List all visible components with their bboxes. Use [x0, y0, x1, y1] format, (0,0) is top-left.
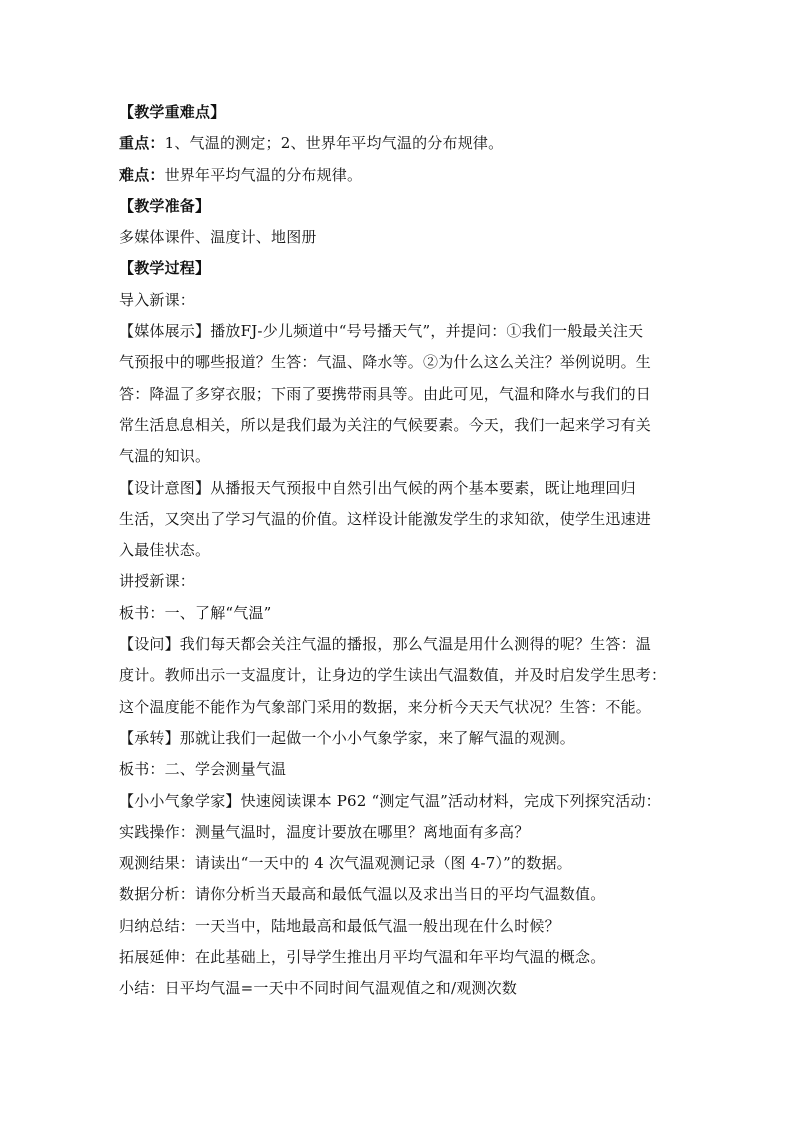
practice-operation: 实践操作：测量气温时，温度计要放在哪里？离地面有多高？ [119, 822, 530, 841]
heading-preparation [119, 191, 685, 222]
media-display-line-3: 答：降温了多穿衣服；下雨了要携带雨具等。由此可见，气温和降水与我们的日 [119, 384, 652, 403]
meteorologist-activity: 【小小气象学家】快速阅读课本 P62 “测定气温”活动材料，完成下列探究活动： [119, 791, 661, 810]
observation-result: 观测结果：请读出“一天中的 4 次气温观测记录（图 4-7）”的数据。 [119, 854, 572, 873]
board-item-2: 板书：二、学会测量气温 [119, 760, 287, 779]
document-body [119, 97, 685, 1005]
intro-label: 导入新课： [119, 290, 196, 309]
media-display-line-2: 气预报中的哪些报道？生答：气温、降水等。②为什么这么关注？举例说明。生 [119, 353, 652, 372]
key-points-label: 重点： [119, 134, 165, 153]
board-item-1: 板书：一、了解“气温” [119, 603, 272, 622]
transition-line: 【承转】那就让我们一起做一个小小气象学家，来了解气温的观测。 [119, 728, 576, 747]
difficult-points-line [119, 160, 685, 191]
summary-induction: 归纳总结：一天当中，陆地最高和最低气温一般出现在什么时候？ [119, 916, 560, 935]
difficult-points-text: 世界年平均气温的分布规律。 [164, 165, 363, 184]
heading-difficulties [119, 97, 685, 128]
heading-text: 【教学重难点】 [119, 103, 226, 121]
extension: 拓展延伸：在此基础上，引导学生推出月平均气温和年平均气温的概念。 [119, 948, 606, 967]
brief-summary: 小结：日平均气温=一天中不同时间气温观值之和/观测次数 [119, 979, 518, 998]
heading-process [119, 253, 685, 284]
new-lesson-label: 讲授新课： [119, 572, 196, 591]
preparation-text: 多媒体课件、温度计、地图册 [119, 228, 317, 247]
media-display-line-1: 【媒体展示】播放FJ-少儿频道中“号号播天气”，并提问：①我们一般最关注天 [119, 322, 644, 341]
media-display-line-4: 常生活息息相关，所以是我们最为关注的气候要素。今天，我们一起来学习有关 [119, 415, 652, 434]
question-line-1: 【设问】我们每天都会关注气温的播报，那么气温是用什么测得的呢？生答：温 [119, 635, 652, 654]
heading-text: 【教学准备】 [119, 196, 211, 215]
design-intent-line-1: 【设计意图】从播报天气预报中自然引出气候的两个基本要素，既让地理回归 [119, 478, 636, 497]
key-points-text: 1、气温的测定；2、世界年平均气温的分布规律。 [164, 134, 504, 153]
media-display-line-5: 气温的知识。 [119, 447, 211, 466]
data-analysis: 数据分析：请你分析当天最高和最低气温以及求出当日的平均气温数值。 [119, 885, 606, 904]
heading-text: 【教学过程】 [119, 259, 211, 278]
question-line-2: 度计。教师出示一支温度计，让身边的学生读出气温数值，并及时启发学生思考： [119, 666, 667, 685]
question-line-3: 这个温度能不能作为气象部门采用的数据，来分析今天天气状况？生答：不能。 [119, 697, 652, 716]
difficult-points-label: 难点： [119, 165, 165, 184]
design-intent-line-3: 入最佳状态。 [119, 541, 211, 560]
design-intent-line-2: 生活，又突出了学习气温的价值。这样设计能激发学生的求知欲，使学生迅速进 [119, 509, 652, 528]
key-points-line [119, 128, 685, 159]
